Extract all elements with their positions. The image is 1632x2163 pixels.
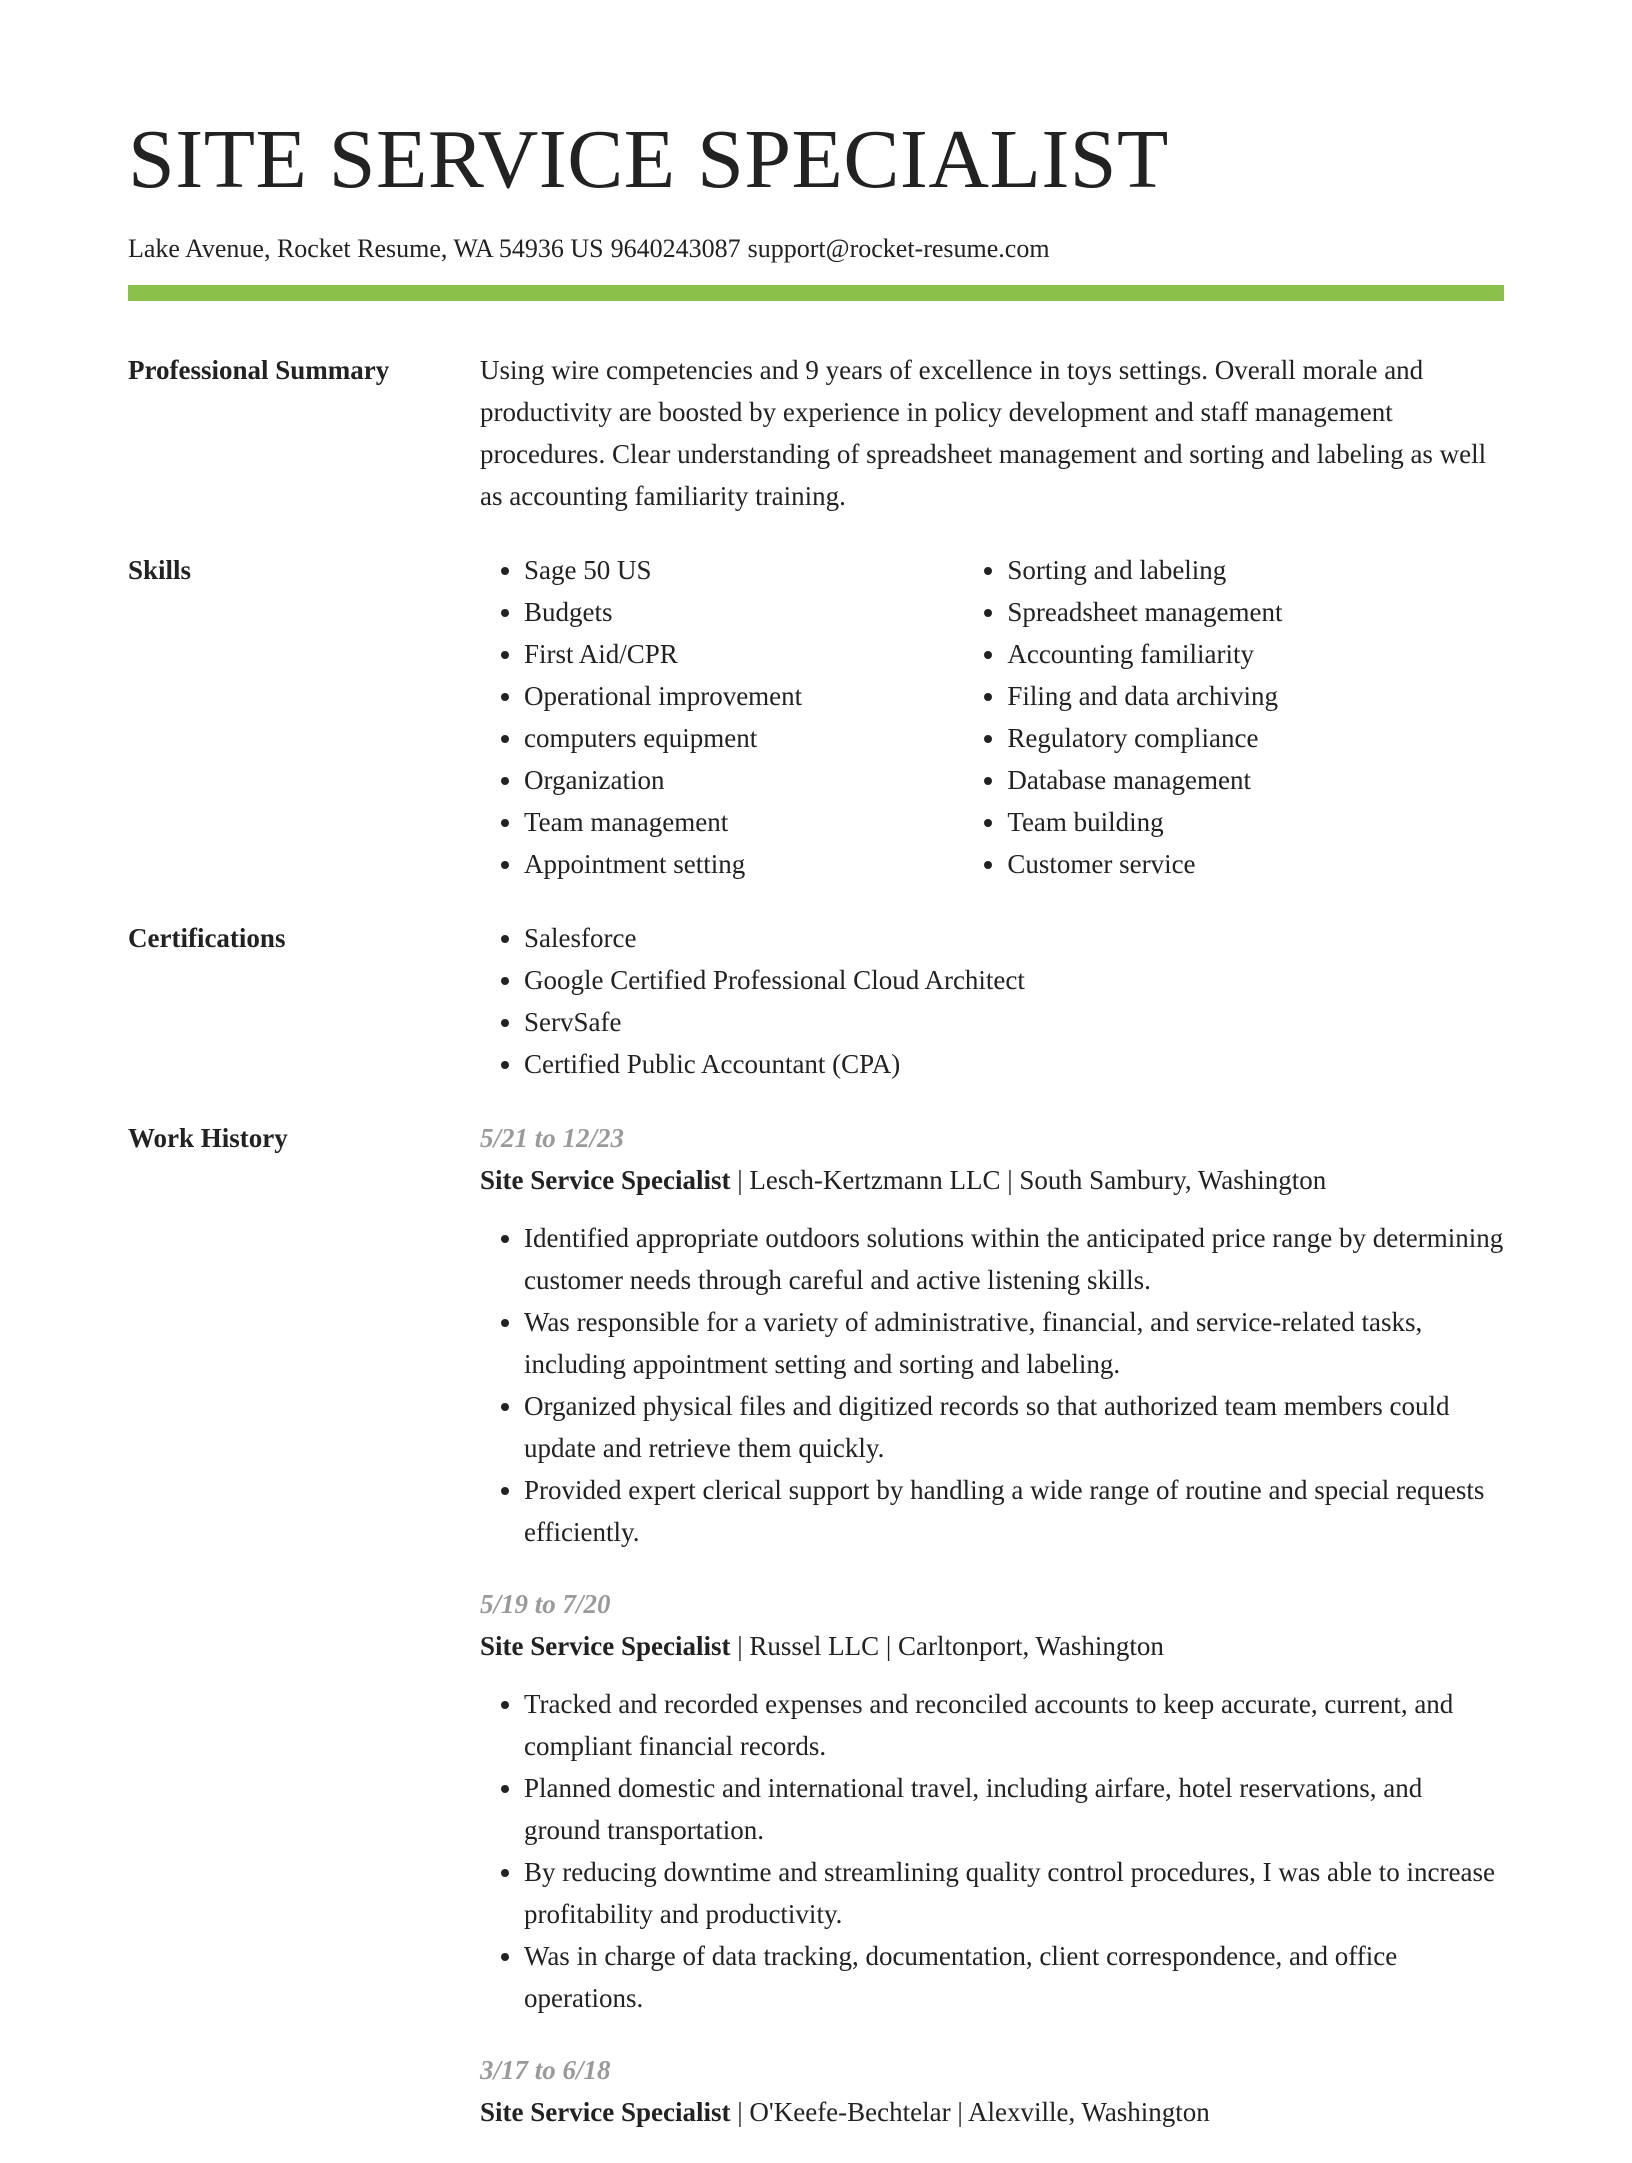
list-item: • Certified Public Accountant (CPA) — [524, 1043, 1504, 1085]
job-company-location: | Russel LLC | Carltonport, Washington — [730, 1631, 1164, 1661]
accent-divider — [128, 285, 1504, 301]
list-item: • Filing and data archiving — [1007, 675, 1504, 717]
list-item: • Operational improvement — [524, 675, 963, 717]
contact-email: support@rocket-resume.com — [747, 234, 1050, 263]
list-item: • Team management — [524, 801, 963, 843]
list-item: • Sorting and labeling — [1007, 549, 1504, 591]
list-item: • Appointment setting — [524, 843, 963, 885]
list-item: • Organization — [524, 759, 963, 801]
contact-line — [128, 233, 1057, 265]
job-dates: 3/17 to 6/18 — [480, 2055, 611, 2085]
list-item: • First Aid/CPR — [524, 633, 963, 675]
certifications-list — [480, 917, 1504, 1085]
job-dates: 5/21 to 12/23 — [480, 1123, 625, 1153]
job-title: Site Service Specialist — [480, 1631, 731, 1661]
job-entry — [480, 2049, 1504, 2133]
summary-heading: Professional Summary — [128, 355, 390, 385]
job-heading — [480, 1625, 1504, 1667]
list-item: • Sage 50 US — [524, 549, 963, 591]
job-company-location: | Lesch-Kertzmann LLC | South Sambury, Washington — [730, 1165, 1327, 1195]
list-item: • Regulatory compliance — [1007, 717, 1504, 759]
contact-phone: 9640243087 — [610, 234, 741, 263]
certifications-heading: Certifications — [128, 923, 286, 953]
job-bullets — [480, 1683, 1504, 2019]
list-item: • Accounting familiarity — [1007, 633, 1504, 675]
list-item: • Customer service — [1007, 843, 1504, 885]
list-item: • Salesforce — [524, 917, 1504, 959]
list-item: • ServSafe — [524, 1001, 1504, 1043]
list-item: • Database management — [1007, 759, 1504, 801]
list-item: • Budgets — [524, 591, 963, 633]
list-item: • Was in charge of data tracking, documentation, client correspondence, and office operations. — [524, 1935, 1504, 2019]
job-title: Site Service Specialist — [480, 1165, 731, 1195]
list-item: • By reducing downtime and streamlining quality control procedures, I was able to increase profitability and productivity. — [524, 1851, 1504, 1935]
work-history-heading: Work History — [128, 1123, 288, 1153]
list-item: • Team building — [1007, 801, 1504, 843]
list-item: • Spreadsheet management — [1007, 591, 1504, 633]
job-bullets — [480, 1217, 1504, 1553]
job-title: Site Service Specialist — [480, 2097, 731, 2127]
work-history-list — [480, 1117, 1504, 2163]
job-entry — [480, 1117, 1504, 1553]
summary-text: Using wire competencies and 9 years of excellence in toys settings. Overall morale and productivity are boosted by experience in policy development and staff management procedures. Clear understanding of spreadsheet management and sorting and labeling as well as accounting familiarity training. — [480, 355, 1487, 511]
job-entry — [480, 1583, 1504, 2019]
job-heading — [480, 1159, 1504, 1201]
job-company-location: | O'Keefe-Bechtelar | Alexville, Washington — [730, 2097, 1210, 2127]
skills-list-right — [963, 549, 1504, 885]
list-item: • Tracked and recorded expenses and reconciled accounts to keep accurate, current, and compliant financial records. — [524, 1683, 1504, 1767]
list-item: • Provided expert clerical support by handling a wide range of routine and special requests efficiently. — [524, 1469, 1504, 1553]
list-item: • Google Certified Professional Cloud Architect — [524, 959, 1504, 1001]
resume-title: SITE SERVICE SPECIALIST — [128, 113, 1169, 206]
job-dates: 5/19 to 7/20 — [480, 1589, 611, 1619]
list-item: • Was responsible for a variety of administrative, financial, and service-related tasks, including appointment setting and sorting and labeling. — [524, 1301, 1504, 1385]
job-heading — [480, 2091, 1504, 2133]
list-item: • Identified appropriate outdoors solutions within the anticipated price range by determining customer needs through careful and active listening skills. — [524, 1217, 1504, 1301]
skills-list-left — [480, 549, 963, 885]
skills-heading: Skills — [128, 555, 192, 585]
list-item: • computers equipment — [524, 717, 963, 759]
list-item: • Planned domestic and international travel, including airfare, hotel reservations, and ground transportation. — [524, 1767, 1504, 1851]
contact-address: Lake Avenue, Rocket Resume, WA 54936 US — [128, 234, 604, 263]
list-item: • Organized physical files and digitized records so that authorized team members could update and retrieve them quickly. — [524, 1385, 1504, 1469]
